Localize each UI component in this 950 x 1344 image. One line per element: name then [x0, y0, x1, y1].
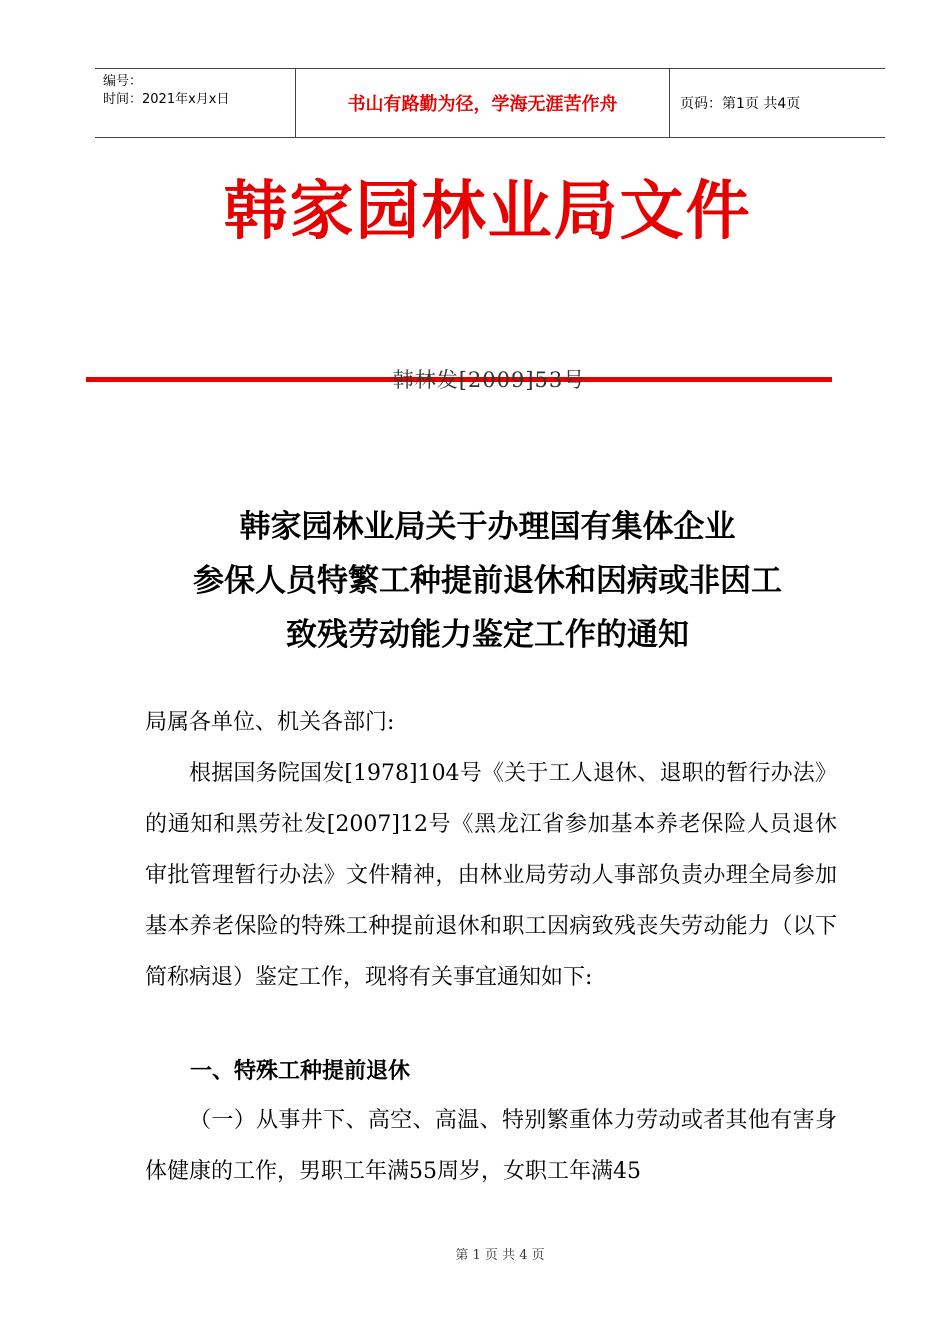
notice-title-line: 参保人员特繁工种提前退休和因病或非因工: [193, 563, 782, 599]
document-number: 韩林发[2009]53号: [392, 368, 586, 392]
header-meta-cell: [95, 69, 296, 137]
body-paragraph-2: （一）从事井下、高空、高温、特别繁重体力劳动或者其他有害身体健康的工作，男职工年满55周岁，女职工年满45: [145, 1108, 837, 1184]
issuer-title: 韩家园林业局文件: [223, 175, 752, 249]
body-paragraph-1: 根据国务院国发[1978]104号《关于工人退休、退职的暂行办法》的通知和黑劳社发[2007]12号《黑龙江省参加基本养老保险人员退休审批管理暂行办法》文件精神，由林业局劳动人事部负责办理全局参加基本养老保险的特殊工种提前退休和职工因病致残丧失劳动能力（以下简称病退）鉴定工作，现将有关事宜通知如下:: [145, 761, 837, 990]
page-footer: 第 1 页 共 4 页: [455, 1248, 545, 1263]
header-page-info: 页码：第1页 共4页: [680, 96, 801, 112]
serial-label: 编号：: [103, 74, 143, 89]
page-header-table: [95, 68, 885, 138]
notice-title-line: 致残劳动能力鉴定工作的通知: [286, 617, 689, 653]
header-motto: 书山有路勤为径，学海无涯苦作舟: [296, 69, 670, 137]
notice-title: [0, 500, 950, 662]
section-heading-1: 一、特殊工种提前退休: [190, 1059, 411, 1084]
time-line: 时间：2021年x月x日: [103, 92, 230, 107]
salutation: 局属各单位、机关各部门:: [145, 710, 395, 735]
notice-title-line: 韩家园林业局关于办理国有集体企业: [239, 509, 736, 545]
